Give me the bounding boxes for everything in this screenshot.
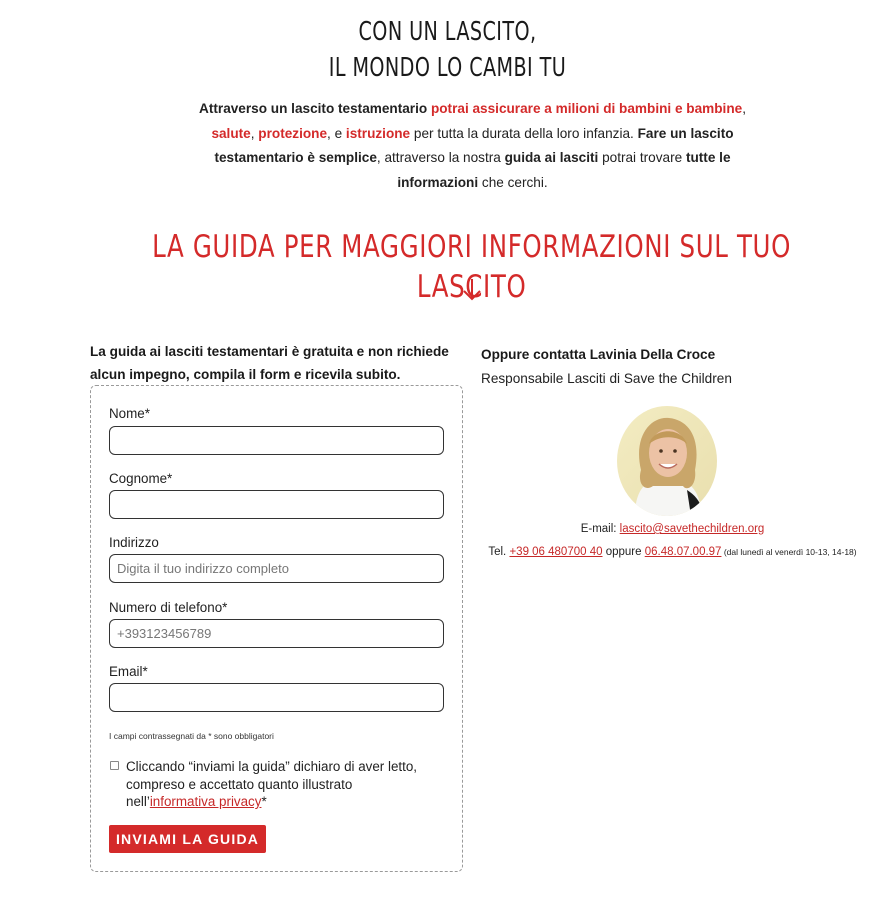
contact-email — [480, 523, 865, 535]
tel-label: Tel. — [488, 546, 510, 558]
contact-phone — [480, 542, 865, 563]
intro-paragraph — [190, 97, 755, 195]
privacy-policy-link[interactable]: informativa privacy — [149, 794, 262, 809]
intro-text: , e — [327, 125, 346, 141]
first-name-label: Nome* — [109, 406, 150, 421]
arrow-down-icon — [458, 276, 486, 304]
avatar — [617, 406, 717, 516]
last-name-label: Cognome* — [109, 471, 173, 486]
intro-text: , attraverso la nostra — [376, 150, 505, 165]
email-label: E-mail: — [580, 523, 620, 535]
hero-title — [81, 14, 815, 86]
address-input[interactable] — [109, 554, 444, 583]
first-name-input[interactable] — [109, 426, 444, 455]
consent-text-before: Cliccando “inviami la guida” dichiaro di aver letto, compreso e accettato quanto illustrato nell’ — [126, 759, 418, 809]
intro-text: potrai trovare — [598, 150, 686, 165]
intro-text: per tutta la durata della loro infanzia. — [410, 125, 638, 141]
hero-title-line-1: CON UN LASCITO, — [358, 17, 537, 47]
guide-title: LA GUIDA PER MAGGIORI INFORMAZIONI SUL TUO LASCITO — [152, 229, 792, 305]
intro-text: , — [250, 125, 259, 141]
intro-highlight: protezione — [258, 125, 328, 141]
phone-label: Numero di telefono* — [109, 600, 228, 615]
intro-bold: Fare un lascito testamentario è semplice — [214, 125, 734, 165]
email-input[interactable] — [109, 683, 444, 712]
intro-text: Attraverso un lascito testamentario — [199, 101, 431, 116]
address-label: Indirizzo — [109, 535, 159, 550]
phone-input[interactable] — [109, 619, 444, 648]
contact-title: Oppure contatta Lavinia Della Croce — [481, 347, 716, 362]
intro-highlight: istruzione — [345, 125, 411, 141]
phone-or: oppure — [602, 546, 645, 558]
office-hours: (dal lunedì al venerdì 10-13, 14-18) — [721, 547, 857, 557]
phone-link-2[interactable]: 06.48.07.00.97 — [644, 546, 722, 558]
intro-highlight: potrai assicurare a milioni di bambini e bambine — [430, 101, 743, 116]
intro-bold: tutte le informazioni — [397, 150, 731, 190]
form-intro: La guida ai lasciti testamentari è gratuita e non richiede alcun impegno, compila il form e ricevila subito. — [90, 344, 449, 382]
intro-text: che cerchi. — [478, 174, 548, 190]
privacy-consent-text — [126, 758, 426, 811]
contact-role: Responsabile Lasciti di Save the Children — [481, 371, 732, 386]
intro-bold: guida ai lasciti — [504, 150, 599, 165]
privacy-consent-checkbox[interactable] — [110, 761, 119, 770]
email-link[interactable]: lascito@savethechildren.org — [619, 523, 765, 535]
send-guide-button[interactable]: INVIAMI LA GUIDA — [109, 825, 266, 853]
email-label: Email* — [109, 664, 148, 679]
phone-link-1[interactable]: +39 06 480700 40 — [509, 546, 603, 558]
intro-text: , — [742, 101, 746, 116]
consent-required-mark: * — [261, 794, 267, 809]
hero-title-line-2: IL MONDO LO CAMBI TU — [328, 53, 567, 83]
required-fields-note: I campi contrassegnati da * sono obbligatori — [109, 731, 274, 741]
intro-highlight: salute — [211, 125, 251, 141]
last-name-input[interactable] — [109, 490, 444, 519]
